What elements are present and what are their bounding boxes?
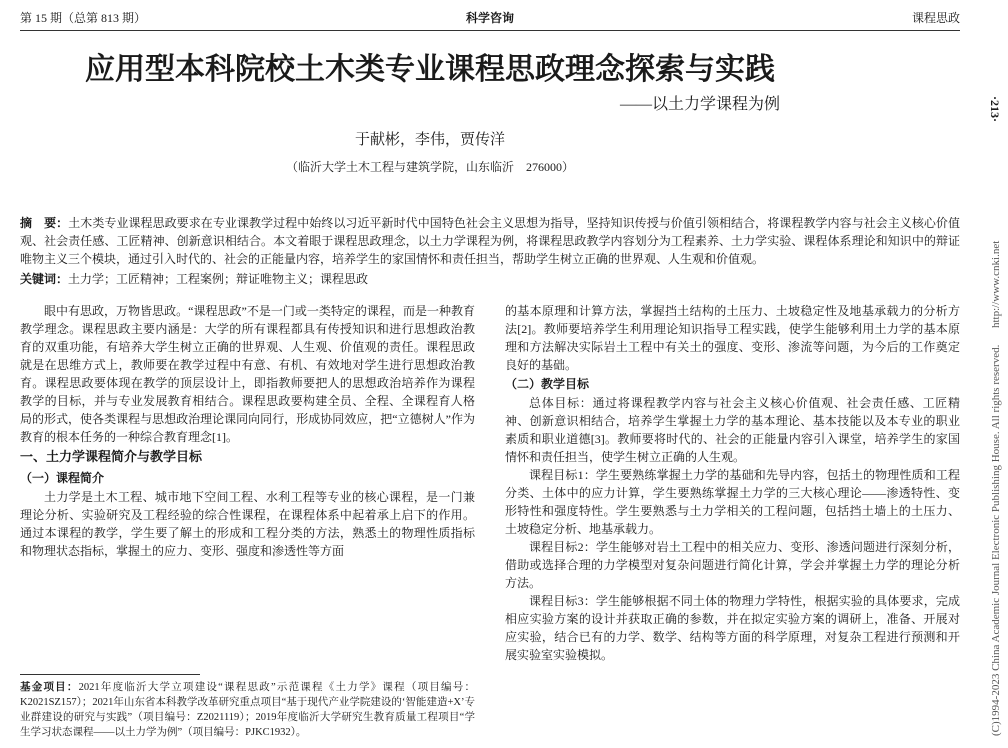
goal-1-paragraph: 课程目标1：学生要熟练掌握土力学的基础和先导内容，包括土的物理性质和工程分类、土体中的应力计算，学生要熟练掌握土力学的三大核心理论——渗透特性、变形特性和强度特性。学生要熟悉与土力学相关的工程问题，包括挡土墙上的土压力、土坡稳定分析、地基承载力。 — [505, 468, 960, 536]
article-subtitle: ——以土力学课程为例 — [619, 96, 780, 113]
abstract — [20, 214, 960, 268]
intro-paragraph: 眼中有思政，万物皆思政。“课程思政”不是一门或一类特定的课程，而是一种教育教学理念。课程思政主要内涵是：大学的所有课程都具有传授知识和进行思想政治教育的双重功能，有培养大学生树立正确的世界观、人生观、价值观的责任。课程思政就是在思维方式上，教师要在教学过程中有意、有机、有效地对学生进行思想政治教育。课程思政要体现在教学的顶层设计上，即指教师要把人的思想政治培养作为课程教学的目标，并与专业发展教育相结合。课程思政要构建全员、全程、全课程育人格局的形式，使各类课程与思想政治理论课同向同行，形成协同效应，把“立德树人”作为教育的根本任务的一种综合教育理念[1]。 — [20, 304, 475, 444]
abstract-text: 土木类专业课程思政要求在专业课教学过程中始终以习近平新时代中国特色社会主义思想为指导，坚持知识传授与价值引领相结合，将课程教学内容与社会主义核心价值观、社会责任感、工匠精神、创新意识相结合。本文着眼于课程思政理念，以土力学课程为例，将课程思政教学内容划分为工程素养、土力学实验、课程体系理论和知识中的辩证唯物主义三个模块，通过引入时代的、社会的正能量内容，培养学生的家国情怀和责任担当，帮助学生树立正确的世界观、人生观和价值观。 — [20, 216, 960, 266]
author-list: 于献彬，李伟，贾传洋 — [354, 132, 505, 148]
abstract-block — [20, 214, 960, 288]
column-name: 课程思政 — [911, 11, 960, 25]
goal-overall-paragraph: 总体目标：通过将课程教学内容与社会主义核心价值观、社会责任感、工匠精神、创新意识相结合，培养学生掌握土力学的基本理论、基本技能以及本专业的职业素质和职业道德[3]。教师要将时代的、社会的正能量内容引入课堂，培养学生的家国情怀和责任担当，使学生树立正确的人生观。 — [505, 396, 960, 464]
author-affiliation: （临沂大学土木工程与建筑学院，山东临沂 276000） — [285, 160, 574, 174]
subsection-heading-course-intro: （一）课程简介 — [20, 471, 105, 485]
page-number: ·213· — [988, 96, 1002, 123]
body-column-left — [20, 302, 475, 740]
body-column-right — [505, 302, 960, 740]
running-header — [20, 8, 960, 31]
course-intro-paragraph: 土力学是土木工程、城市地下空间工程、水利工程等专业的核心课程，是一门兼理论分析、实验研究及工程经验的综合性课程，在课程体系中起着承上启下的作用。通过本课程的教学，学生要了解土的形成和工程分类的方法，熟悉土的物理性质指标和物理状态指标，掌握土的应力、变形、强度和渗透性等方面 — [20, 490, 475, 558]
course-intro-paragraph-continued: 的基本原理和计算方法，掌握挡土结构的土压力、土坡稳定性及地基承载力的分析方法[2]。教师要培养学生利用理论知识指导工程实践，使学生能够利用土力学的基本原理和方法解决实际岩土工程中有关土的强度、变形、渗流等问题，为今后的工作奠定良好的基础。 — [505, 304, 960, 372]
title-block — [40, 50, 820, 176]
goal-3-paragraph: 课程目标3：学生能够根据不同土体的物理力学特性，根据实验的具体要求，完成相应实验方案的设计并获取正确的参数，并在拟定实验方案的调研上，准备、开展对应实验，结合已有的力学、数学、结构等方面的科学原理，对复杂工程进行预测和开展实验室实验模拟。 — [505, 594, 960, 662]
subsection-heading-teaching-goals: （二）教学目标 — [505, 377, 590, 391]
footnote-text: 2021年度临沂大学立项建设“课程思政”示范课程《土力学》课程（项目编号：K2021SZ157）；2021年山东省本科教学改革研究重点项目“基于现代产业学院建设的‘智能建造+X’专业群建设的研究与实践”（项目编号：Z2021119）；2019年度临沂大学研究生教育质量工程项目“学生学习状态课程——以土力学为例”（项目编号：PJKC1932）。 — [20, 682, 476, 738]
copyright-strip — [990, 136, 1002, 736]
issue-number: 第 15 期（总第 813 期） — [20, 11, 147, 25]
footnote-divider — [20, 674, 200, 675]
copyright-notice: (C)1994-2023 China Academic Journal Electronic Publishing House. All rights reserved. — [990, 344, 1002, 736]
article-title: 应用型本科院校土木类专业课程思政理念探索与实践 — [85, 53, 775, 86]
keywords-label: 关键词： — [20, 272, 69, 286]
footnote-label: 基金项目： — [20, 681, 79, 693]
abstract-label: 摘 要： — [20, 216, 69, 230]
section-heading: 一、土力学课程简介与教学目标 — [20, 449, 203, 464]
keywords-text: 土力学；工匠精神；工程案例；辩证唯物主义；课程思政 — [68, 272, 369, 286]
keywords — [20, 270, 960, 288]
journal-name: 科学咨询 — [465, 11, 514, 25]
goal-2-paragraph: 课程目标2：学生能够对岩土工程中的相关应力、变形、渗透问题进行深刻分析，借助或选择合理的力学模型对复杂问题进行简化计算，学会并掌握土力学的理论分析方法。 — [505, 540, 960, 590]
copyright-url: http://www.cnki.net — [990, 240, 1002, 328]
funding-footnote — [20, 674, 475, 740]
